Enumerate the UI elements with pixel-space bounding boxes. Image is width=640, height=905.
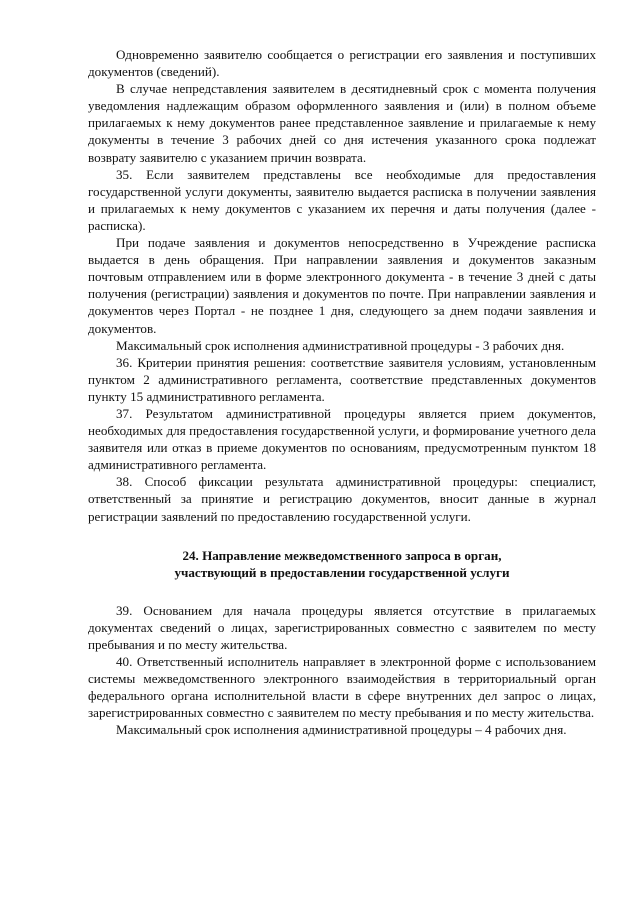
paragraph-38-fixation: 38. Способ фиксации результата административной процедуры: специалист, ответственный за принятие и регистрацию документов, вносит данные в журнал регистрации заявлений по предоставлению государственной услуги. bbox=[88, 474, 596, 524]
paragraph-receipt-terms: При подаче заявления и документов непосредственно в Учреждение расписка выдается в день обращения. При направлении заявления и документов заказным почтовым отправлением или в форме электронного документа - в течение 3 дней с даты получения (регистрации) заявления и документов по почте. При направлении заявления и документов через Портал - не позднее 1 дня, следующего за днем подачи заявления и документов. bbox=[88, 235, 596, 336]
paragraph-35-receipt: 35. Если заявителем представлены все необходимые для предоставления государственной услуги документы, заявителю выдается расписка в получении заявления и прилагаемых к нему документов с указанием их перечня и даты получения (далее - расписка). bbox=[88, 166, 596, 233]
paragraph-return-documents: В случае непредставления заявителем в десятидневный срок с момента получения уведомления надлежащим образом оформленного заявления и (или) в полном объеме прилагаемых к нему документов ранее представленное заявление и прилагаемые к нему документы в течение 3 рабочих дней со дня истечения указанного срока подлежат возврату заявителю с указанием причин возврата. bbox=[88, 81, 596, 165]
paragraph-37-result: 37. Результатом административной процедуры является прием документов, необходимых для предоставления государственной услуги, и формирование учетного дела заявителя или отказ в приеме документов по основаниям, предусмотренным пунктом 18 административного регламента. bbox=[88, 405, 596, 473]
document-body bbox=[88, 46, 596, 738]
section-heading-line-2: участвующий в предоставлении государственной услуги bbox=[174, 565, 510, 581]
paragraph-40-request: 40. Ответственный исполнитель направляет в электронной форме с использованием системы межведомственного электронного взаимодействия в территориальный орган федерального органа исполнительной власти в сфере внутренних дел запрос о лицах, зарегистрированных совместно с заявителем по месту пребывания и по месту жительства. bbox=[88, 653, 596, 721]
paragraph-registration-notice: Одновременно заявителю сообщается о регистрации его заявления и поступивших документов (сведений). bbox=[88, 47, 596, 80]
paragraph-36-criteria: 36. Критерии принятия решения: соответствие заявителя условиям, установленным пунктом 2 административного регламента, соответствие представленных документов пункту 15 административного регламента. bbox=[88, 354, 596, 404]
paragraph-39-basis: 39. Основанием для начала процедуры является отсутствие в прилагаемых документах сведений о лицах, зарегистрированных совместно с заявителем по месту пребывания и по месту жительства. bbox=[88, 602, 596, 652]
section-heading bbox=[88, 547, 596, 582]
paragraph-max-term-4-days: Максимальный срок исполнения административной процедуры – 4 рабочих дня. bbox=[116, 722, 567, 738]
paragraph-max-term-3-days: Максимальный срок исполнения административной процедуры - 3 рабочих дня. bbox=[116, 337, 565, 353]
section-heading-line-1: 24. Направление межведомственного запроса в орган, bbox=[182, 547, 502, 563]
